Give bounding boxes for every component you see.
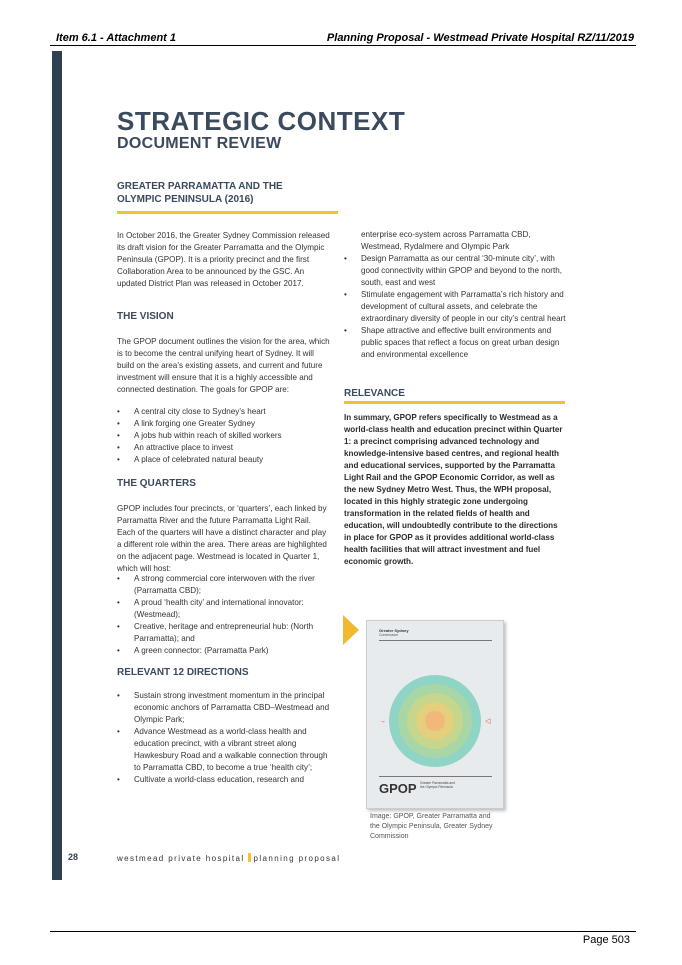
document-page-number: Page 503: [582, 934, 630, 946]
intro-paragraph: In October 2016, the Greater Sydney Commission released its draft vision for the Greater Parramatta and the Olympic Peninsula (GPOP). It is a priority precinct and the first Collaboration Area to be announced by the GSC. An updated District Plan was released in October 2017.: [117, 231, 330, 288]
image-caption: Image: GPOP, Greater Parramatta and the Olympic Peninsula, Greater Sydney Commission: [370, 813, 493, 840]
directions-heading: RELEVANT 12 DIRECTIONS: [117, 667, 249, 678]
vision-paragraph: The GPOP document outlines the vision for the area, which is to become the central unifying heart of Sydney. It will build on the area’s existing assets, and current and future investment will ensure that it is a highly accessible and connected destination. The goals for GPOP are:: [117, 337, 330, 394]
gpop-logo: GPOP: [379, 781, 417, 796]
cover-bottom-rule: [379, 776, 492, 777]
cover-subtitle: Commission: [379, 633, 399, 637]
pointer-arrow-icon: [343, 615, 359, 645]
vision-heading: THE VISION: [117, 311, 174, 322]
vision-goals-list: [117, 406, 337, 466]
footer-brand-left: westmead private hospital: [117, 854, 245, 863]
section-heading-line-1: GREATER PARRAMATTA AND THE: [117, 181, 283, 192]
right-arrow-icon: ◁: [485, 718, 491, 725]
relevance-paragraph: In summary, GPOP refers specifically to Westmead as a world-class health and education precinct within Quarter 1: a precinct comprising advanced technology and knowledge-intensive based centres, and regional health and educational services, supported by the Parramatta Light Rail and the GPOP Economic Corridor, as well as the new Sydney Metro West. Thus, the WPH proposal, located in this highly strategic zone undergoing transformation in the related fields of health and education, will undoubtedly contribute to the directions in place for GPOP as it provides additional world-class health facilities that will attract investment and fuel economic growth.: [344, 413, 563, 566]
list-item: • Sustain strong investment momentum in the principal economic anchors of Parramatta CBD–Westmead and Olympic Park;: [117, 690, 332, 726]
quarters-paragraph: GPOP includes four precincts, or ‘quarters’, each linked by Parramatta River and the future Parramatta Light Rail. Each of the quarters will have a distinct character and play a different role within the area. There areas are highlighted on the adjacent page. Westmead is located in Quarter 1, which will host:: [117, 504, 327, 573]
sidebar-bar: [52, 51, 62, 880]
list-item: • Design Parramatta as our central ‘30-minute city’, with good connectivity within GPOP and beyond to the north, south, east and west: [344, 253, 566, 289]
directions-list-right: [344, 229, 566, 361]
quarters-list: [117, 573, 332, 657]
section-heading: [117, 180, 283, 206]
list-item: • Creative, heritage and entrepreneurial hub: (North Parramatta); and: [117, 621, 332, 645]
header-divider: [50, 45, 636, 46]
list-item: • Stimulate engagement with Parramatta’s rich history and development of cultural assets, and celebrate the extraordinary diversity of people in our city’s central heart: [344, 289, 566, 325]
list-item: • Advance Westmead as a world-class health and education precinct, with a vibrant street along Hawkesbury Road and a walkable connection through to Parramatta CBD, to become a true ‘health city’;: [117, 726, 332, 774]
section-heading-line-2: OLYMPIC PENINSULA (2016): [117, 194, 254, 205]
header-left: Item 6.1 - Attachment 1: [56, 32, 177, 44]
cover-title: Greater Sydney: [379, 628, 409, 633]
footer-brand-right: planning proposal: [253, 854, 341, 863]
footer-brand: [117, 853, 340, 863]
gpop-cover-image: [366, 620, 504, 809]
relevance-heading: RELEVANCE: [344, 388, 405, 399]
quarters-heading: THE QUARTERS: [117, 478, 196, 489]
list-item: • A proud ‘health city’ and international innovator: (Westmead);: [117, 597, 332, 621]
left-arrow-icon: →: [379, 718, 386, 725]
list-item: • A jobs hub within reach of skilled workers: [117, 430, 337, 442]
list-item-continued: enterprise eco-system across Parramatta CBD, Westmead, Rydalmere and Olympic Park: [361, 230, 531, 251]
list-item: • A place of celebrated natural beauty: [117, 454, 337, 466]
list-item: • An attractive place to invest: [117, 442, 337, 454]
directions-list-left: [117, 690, 332, 786]
list-item: • Shape attractive and effective built environments and public spaces that reflect a focus on great urban design and environmental excellence: [344, 325, 566, 361]
page-number: 28: [68, 852, 79, 862]
relevance-rule: [344, 401, 565, 404]
concentric-circles-graphic: [367, 621, 503, 808]
footer-divider-bar: [248, 853, 251, 862]
page-title: STRATEGIC CONTEXT: [117, 106, 406, 136]
list-item: • A strong commercial core interwoven with the river (Parramatta CBD);: [117, 573, 332, 597]
list-item: • A link forging one Greater Sydney: [117, 418, 337, 430]
bottom-divider: [50, 931, 636, 932]
list-item: • A central city close to Sydney’s heart: [117, 406, 337, 418]
list-item: • A green connector: (Parramatta Park): [117, 645, 332, 657]
cover-small-text: Greater Parramatta and the Olympic Peninsula: [420, 781, 455, 789]
section-heading-rule: [117, 211, 338, 214]
header-right: Planning Proposal - Westmead Private Hospital RZ/11/2019: [326, 32, 634, 44]
page-subtitle: DOCUMENT REVIEW: [117, 135, 282, 152]
list-item: • Cultivate a world-class education, research and: [117, 774, 332, 786]
